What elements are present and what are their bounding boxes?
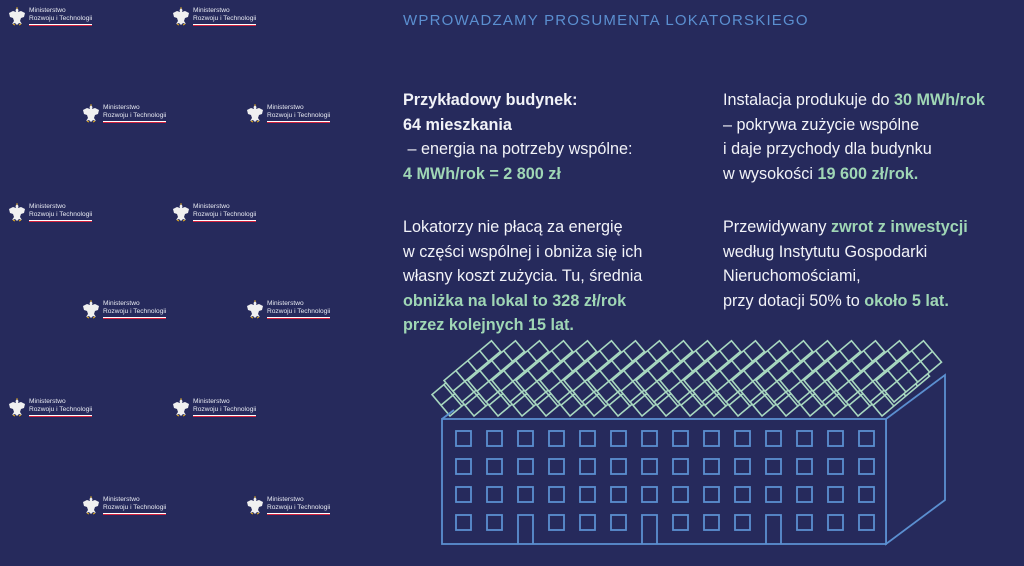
- income-value: 19 600 zł/rok.: [817, 164, 919, 183]
- solar-panels: [432, 341, 941, 416]
- logo-line-1: Ministerstwo: [267, 496, 304, 503]
- logo-line-2: Rozwoju i Technologii: [29, 405, 93, 413]
- logo-line-1: Ministerstwo: [193, 398, 230, 405]
- logo-line-1: Ministerstwo: [267, 300, 304, 307]
- apartments-count: 64 mieszkania: [403, 115, 512, 134]
- logo-line-2: Rozwoju i Technologii: [267, 503, 331, 511]
- logo-line-1: Ministerstwo: [193, 203, 230, 210]
- page-title: WPROWADZAMY PROSUMENTA LOKATORSKIEGO: [403, 12, 809, 29]
- logo-line-2: Rozwoju i Technologii: [193, 14, 257, 22]
- return-line-2: według Instytutu Gospodarki: [723, 242, 928, 261]
- return-line-3: Nieruchomościami,: [723, 267, 861, 285]
- income-label: w wysokości: [723, 164, 818, 183]
- installation-text: Instalacja produkuje do: [723, 91, 894, 109]
- tenants-line-1: Lokatorzy nie płacą za energię: [403, 218, 623, 236]
- logo-line-1: Ministerstwo: [29, 7, 66, 14]
- tenants-line-3: własny koszt zużycia. Tu, średnia: [403, 267, 643, 285]
- savings-value: obniżka na lokal to 328 zł/rok: [403, 291, 627, 310]
- logo-line-1: Ministerstwo: [29, 203, 66, 210]
- savings-duration: przez kolejnych 15 lat.: [403, 316, 574, 334]
- subsidy-label: przy dotacji 50% to: [723, 291, 865, 310]
- logo-line-2: Rozwoju i Technologii: [193, 210, 257, 218]
- logo-line-2: Rozwoju i Technologii: [267, 111, 331, 119]
- logo-line-2: Rozwoju i Technologii: [103, 307, 167, 315]
- logo-line-2: Rozwoju i Technologii: [193, 405, 257, 413]
- installation-line-3: i daje przychody dla budynku: [723, 140, 932, 158]
- logo-line-1: Ministerstwo: [103, 300, 140, 307]
- logo-line-1: Ministerstwo: [103, 104, 140, 111]
- payback-value: około 5 lat.: [864, 291, 949, 310]
- logo-line-1: Ministerstwo: [267, 104, 304, 111]
- common-energy-label: – energia na potrzeby wspólne:: [403, 140, 633, 158]
- logo-line-1: Ministerstwo: [193, 7, 230, 14]
- logo-line-1: Ministerstwo: [103, 496, 140, 503]
- logo-line-2: Rozwoju i Technologii: [103, 111, 167, 119]
- common-energy-value: 4 MWh/rok = 2 800 zł: [403, 164, 561, 183]
- example-building-heading: Przykładowy budynek:: [403, 91, 578, 109]
- building-front-wall: [442, 419, 886, 544]
- production-value: 30 MWh/rok: [893, 91, 985, 109]
- logo-line-2: Rozwoju i Technologii: [29, 210, 93, 218]
- return-highlight: zwrot z inwestycji: [830, 218, 968, 236]
- logo-line-1: Ministerstwo: [29, 398, 66, 405]
- installation-line-2: – pokrywa zużycie wspólne: [723, 115, 920, 134]
- return-label: Przewidywany: [723, 218, 831, 236]
- logo-line-2: Rozwoju i Technologii: [29, 14, 93, 22]
- tenants-line-2: w części wspólnej i obniża się ich: [403, 242, 643, 261]
- logo-line-2: Rozwoju i Technologii: [267, 307, 331, 315]
- logo-line-2: Rozwoju i Technologii: [103, 503, 167, 511]
